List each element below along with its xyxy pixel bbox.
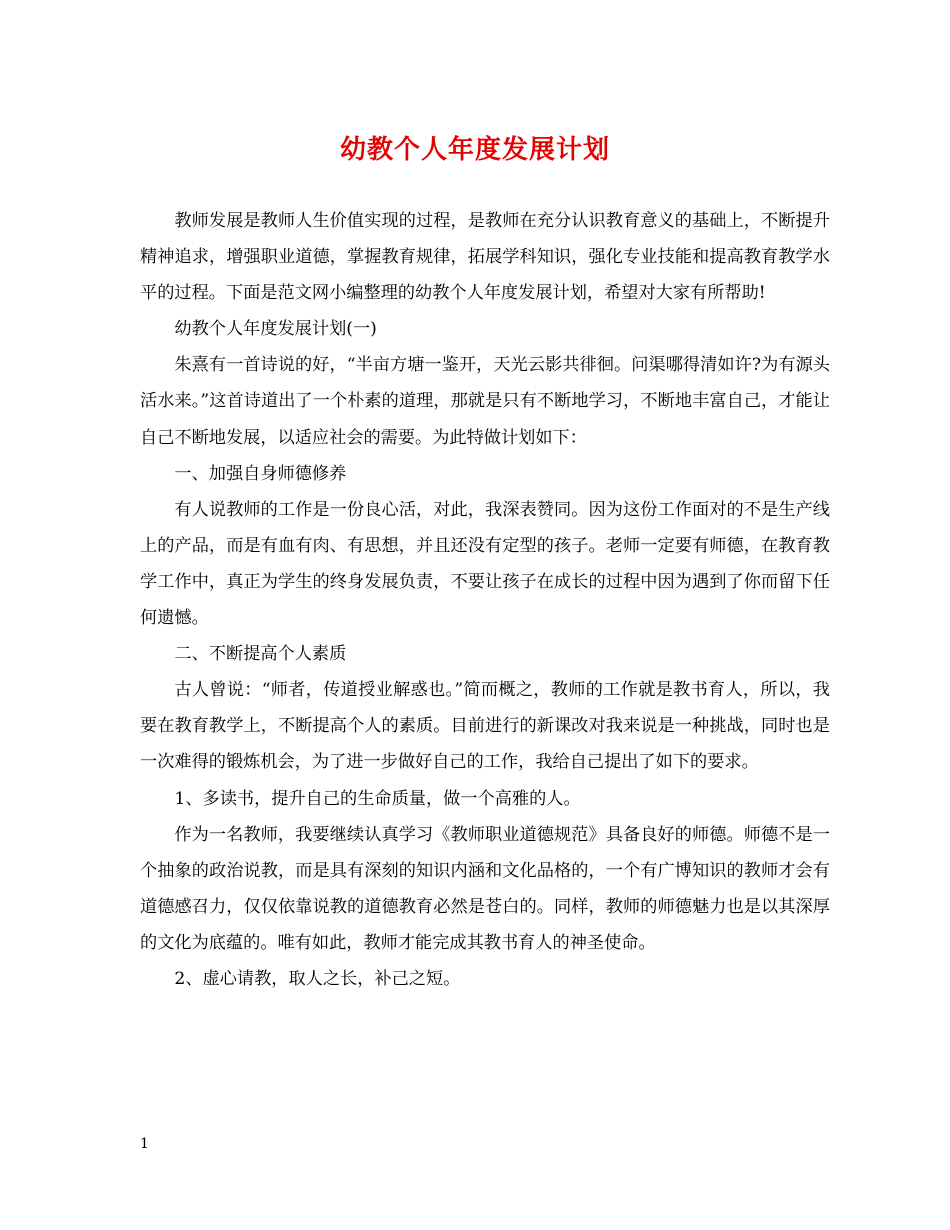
paragraph-ethics: 有人说教师的工作是一份良心活，对此，我深表赞同。因为这份工作面对的不是生产线上的产品，而是有血有肉、有思想，并且还没有定型的孩子。老师一定要有师德，在教育教学工作中，真正为学生的终身发展负责，不要让孩子在成长的过程中因为遇到了你而留下任何遗憾。 <box>140 499 830 629</box>
section-heading-plan-one: 幼教个人年度发展计划(一) <box>174 319 377 340</box>
paragraph-poem: 朱熹有一首诗说的好，“半亩方塘一鉴开，天光云影共徘徊。问渠哪得清如许?为有源头活水来。”这首诗道出了一个朴素的道理，那就是只有不断地学习，不断地丰富自己，才能让自己不断地发展，以适应社会的需要。为此特做计划如下： <box>140 355 830 448</box>
section-heading-ethics: 一、加强自身师德修养 <box>174 463 347 484</box>
paragraph-reading: 作为一名教师，我要继续认真学习《教师职业道德规范》具备良好的师德。师德不是一个抽象的政治说教，而是具有深刻的知识内涵和文化品格的，一个有广博知识的教师才会有道德感召力，仅仅依靠说教的道德教育必然是苍白的。同样，教师的师德魅力也是以其深厚的文化为底蕴的。唯有如此，教师才能完成其教书育人的神圣使命。 <box>140 824 830 953</box>
document-title: 幼教个人年度发展计划 <box>339 135 610 165</box>
section-heading-quality: 二、不断提高个人素质 <box>174 644 347 665</box>
page-number: 1 <box>140 1136 149 1152</box>
intro-paragraph: 教师发展是教师人生价值实现的过程，是教师在充分认识教育意义的基础上，不断提升精神追求，增强职业道德，掌握教育规律，拓展学科知识，强化专业技能和提高教育教学水平的过程。下面是范文网小编整理的幼教个人年度发展计划，希望对大家有所帮助! <box>140 211 830 304</box>
list-item-read-more: 1、多读书，提升自己的生命质量，做一个高雅的人。 <box>174 788 581 809</box>
list-item-ask-humbly: 2、虚心请教，取人之长，补己之短。 <box>174 968 461 989</box>
document-body <box>140 203 830 997</box>
paragraph-quality: 古人曾说：“师者，传道授业解惑也。”简而概之，教师的工作就是教书育人，所以，我要在教育教学上，不断提高个人的素质。目前进行的新课改对我来说是一种挑战，同时也是一次难得的锻炼机会，为了进一步做好自己的工作，我给自己提出了如下的要求。 <box>140 680 830 773</box>
